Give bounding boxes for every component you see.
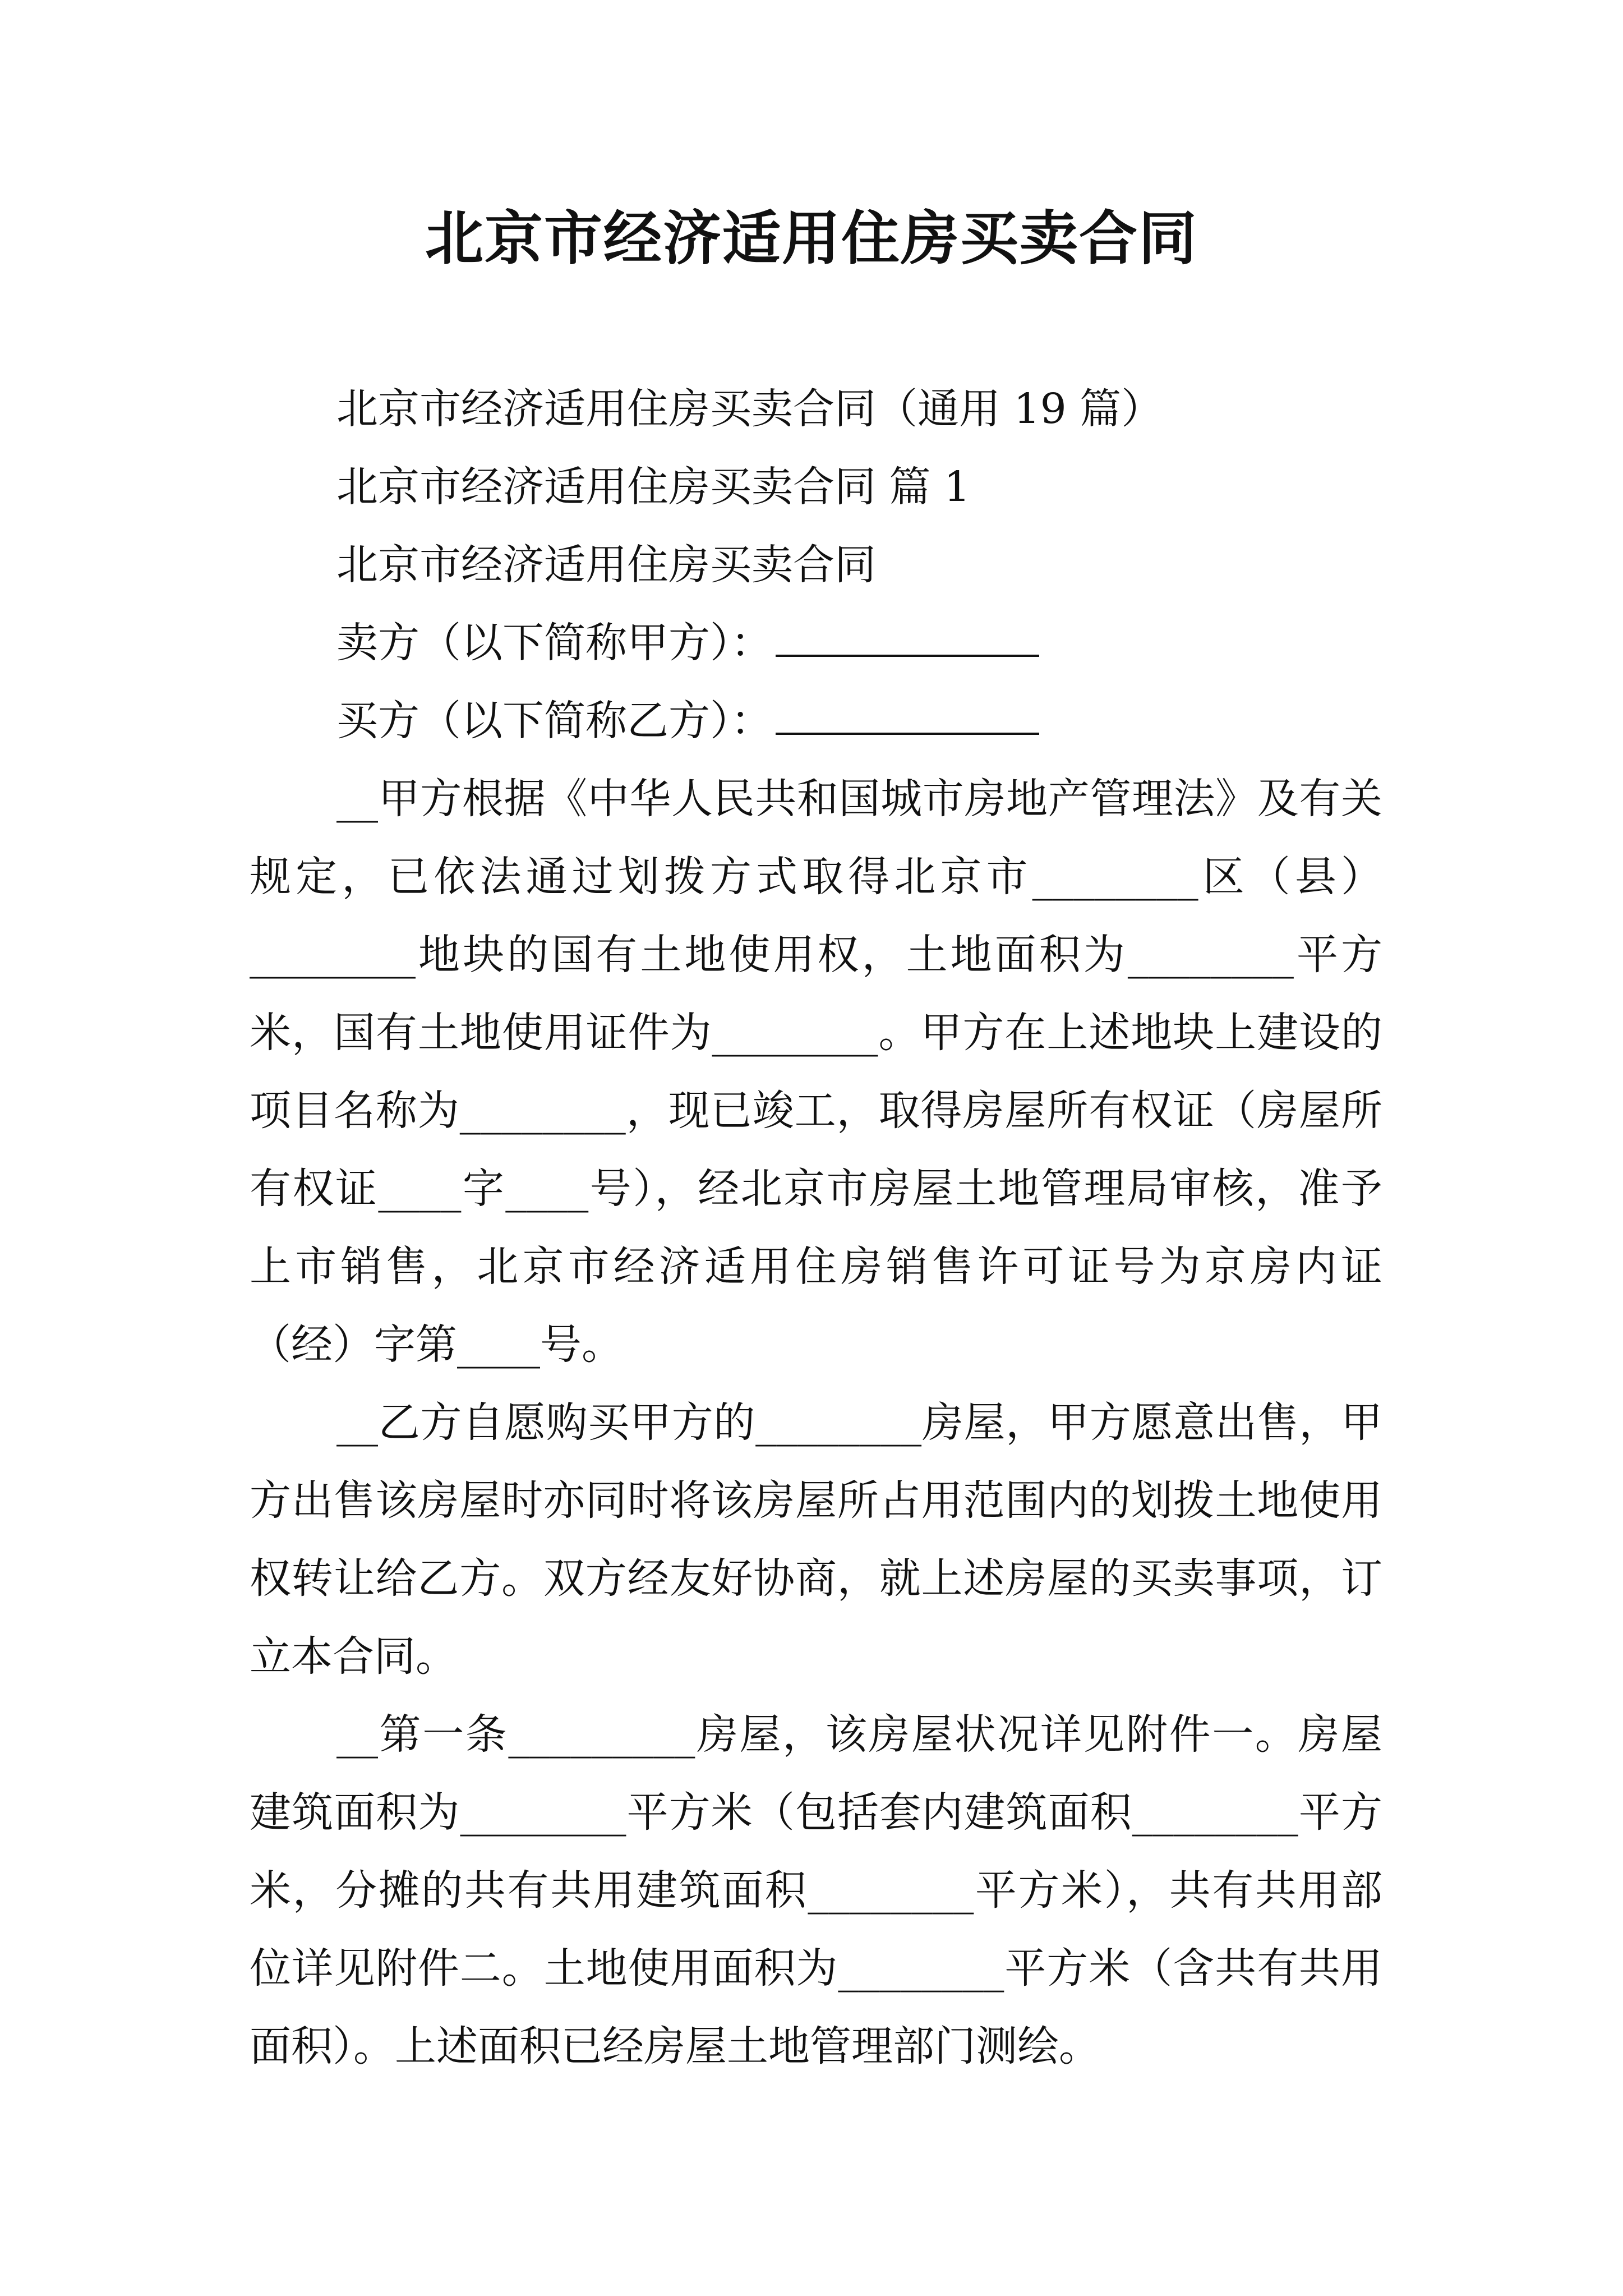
seller-label: 卖方（以下简称甲方）： — [336, 619, 772, 667]
buyer-line — [250, 682, 1382, 760]
buyer-label: 买方（以下简称乙方）： — [336, 697, 772, 745]
buyer-blank — [776, 697, 1039, 735]
paragraph-land-rights: __甲方根据《中华人民共和国城市房地产管理法》及有关规定，已依法通过划拨方式取得北京市________区（县）________地块的国有土地使用权，土地面积为________平方米，国有土地使用证件为________。甲方在上述地块上建设的项目名称为________，现已竣工，取得房屋所有权证（房屋所有权证____字____号），经北京市房屋土地管理局审核，准予上市销售，北京市经济适用住房销售许可证号为京房内证（经）字第____号。 — [250, 775, 1382, 1369]
collection-title: 北京市经济适用住房买卖合同（通用 19 篇） — [336, 385, 1163, 433]
contract-heading: 北京市经济适用住房买卖合同 — [336, 541, 876, 589]
paragraph-article-one: __第一条_________房屋，该房屋状况详见附件一。房屋建筑面积为________平方米（包括套内建筑面积________平方米，分摊的共有共用建筑面积________平方米），共有共用部位详见附件二。土地使用面积为________平方米（含共有共用面积）。上述面积已经房屋土地管理部门测绘。 — [250, 1710, 1382, 2070]
seller-line — [250, 604, 1382, 682]
seller-blank — [776, 619, 1039, 657]
paragraph-purchase-intent: __乙方自愿购买甲方的________房屋，甲方愿意出售，甲方出售该房屋时亦同时将该房屋所占用范围内的划拨土地使用权转让给乙方。双方经友好协商，就上述房屋的买卖事项，订立本合同。 — [250, 1398, 1382, 1681]
document-body — [250, 370, 1382, 2086]
document-title: 北京市经济适用住房买卖合同 — [425, 204, 1198, 273]
part-heading: 北京市经济适用住房买卖合同 篇 1 — [336, 463, 971, 511]
